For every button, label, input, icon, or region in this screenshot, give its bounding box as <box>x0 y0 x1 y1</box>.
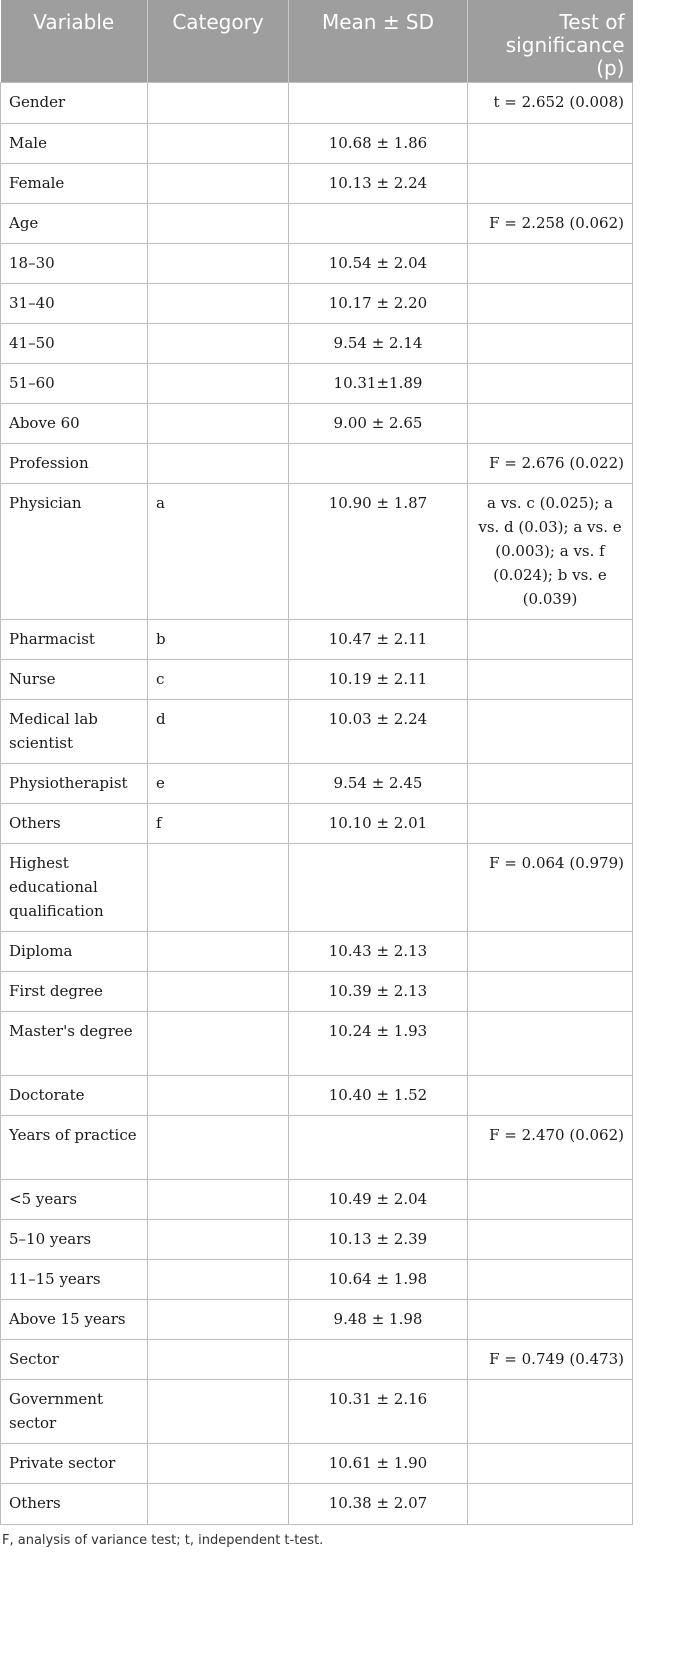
cell-variable: Age <box>1 203 148 243</box>
cell-test-of-significance <box>468 1011 633 1075</box>
cell-test-of-significance <box>468 1483 633 1524</box>
cell-mean-sd: 9.54 ± 2.14 <box>289 323 468 363</box>
table-row <box>1 163 633 203</box>
table-row <box>1 1299 633 1339</box>
cell-variable: Profession <box>1 443 148 483</box>
cell-variable: Above 60 <box>1 403 148 443</box>
cell-category <box>148 363 289 403</box>
cell-mean-sd <box>289 443 468 483</box>
cell-test-of-significance: F = 0.749 (0.473) <box>468 1339 633 1379</box>
cell-category <box>148 971 289 1011</box>
cell-mean-sd: 10.31 ± 2.16 <box>289 1379 468 1443</box>
cell-variable: Male <box>1 123 148 163</box>
cell-category <box>148 403 289 443</box>
table-footnote: F, analysis of variance test; t, independent t-test. <box>2 1532 324 1548</box>
cell-test-of-significance <box>468 243 633 283</box>
cell-test-of-significance <box>468 1075 633 1115</box>
cell-variable: Years of practice <box>1 1115 148 1179</box>
cell-variable: <5 years <box>1 1179 148 1219</box>
cell-test-of-significance: F = 0.064 (0.979) <box>468 843 633 931</box>
cell-mean-sd: 10.24 ± 1.93 <box>289 1011 468 1075</box>
cell-mean-sd: 10.13 ± 2.24 <box>289 163 468 203</box>
cell-test-of-significance <box>468 1219 633 1259</box>
table-row <box>1 931 633 971</box>
cell-test-of-significance: t = 2.652 (0.008) <box>468 82 633 123</box>
cell-test-of-significance: a vs. c (0.025); a vs. d (0.03); a vs. e (0.003); a vs. f (0.024); b vs. e (0.039) <box>468 483 633 619</box>
cell-variable: Gender <box>1 82 148 123</box>
cell-test-of-significance: F = 2.676 (0.022) <box>468 443 633 483</box>
table-row <box>1 699 633 763</box>
table-row <box>1 1075 633 1115</box>
cell-test-of-significance: F = 2.470 (0.062) <box>468 1115 633 1179</box>
cell-mean-sd: 10.10 ± 2.01 <box>289 803 468 843</box>
cell-mean-sd <box>289 203 468 243</box>
cell-mean-sd: 9.00 ± 2.65 <box>289 403 468 443</box>
table-row <box>1 82 633 123</box>
cell-variable: 18–30 <box>1 243 148 283</box>
cell-category: f <box>148 803 289 843</box>
cell-test-of-significance <box>468 971 633 1011</box>
cell-variable: Government sector <box>1 1379 148 1443</box>
table-row <box>1 243 633 283</box>
cell-variable: Pharmacist <box>1 619 148 659</box>
cell-test-of-significance <box>468 1443 633 1483</box>
cell-mean-sd: 10.38 ± 2.07 <box>289 1483 468 1524</box>
cell-test-of-significance <box>468 123 633 163</box>
cell-mean-sd: 10.43 ± 2.13 <box>289 931 468 971</box>
cell-category <box>148 1219 289 1259</box>
table-row <box>1 443 633 483</box>
table-row <box>1 1379 633 1443</box>
cell-variable: Nurse <box>1 659 148 699</box>
header-test-of-significance: Test of significance (p) <box>468 0 633 82</box>
cell-mean-sd: 10.17 ± 2.20 <box>289 283 468 323</box>
cell-mean-sd: 10.19 ± 2.11 <box>289 659 468 699</box>
cell-mean-sd: 9.54 ± 2.45 <box>289 763 468 803</box>
table-row <box>1 363 633 403</box>
cell-category <box>148 1011 289 1075</box>
cell-mean-sd: 10.90 ± 1.87 <box>289 483 468 619</box>
cell-mean-sd: 9.48 ± 1.98 <box>289 1299 468 1339</box>
cell-mean-sd <box>289 1339 468 1379</box>
cell-variable: Above 15 years <box>1 1299 148 1339</box>
cell-mean-sd: 10.03 ± 2.24 <box>289 699 468 763</box>
table-row <box>1 1443 633 1483</box>
cell-category <box>148 323 289 363</box>
cell-variable: Sector <box>1 1339 148 1379</box>
table-row <box>1 283 633 323</box>
table-row <box>1 971 633 1011</box>
cell-test-of-significance <box>468 619 633 659</box>
cell-category <box>148 243 289 283</box>
cell-category <box>148 1339 289 1379</box>
cell-variable: Private sector <box>1 1443 148 1483</box>
cell-variable: 11–15 years <box>1 1259 148 1299</box>
cell-test-of-significance <box>468 1259 633 1299</box>
table-row <box>1 1011 633 1075</box>
cell-mean-sd: 10.68 ± 1.86 <box>289 123 468 163</box>
cell-variable: Master's degree <box>1 1011 148 1075</box>
cell-category <box>148 123 289 163</box>
table-header <box>1 0 633 82</box>
cell-category <box>148 1483 289 1524</box>
cell-test-of-significance <box>468 1179 633 1219</box>
cell-category: b <box>148 619 289 659</box>
cell-mean-sd: 10.49 ± 2.04 <box>289 1179 468 1219</box>
cell-category: c <box>148 659 289 699</box>
cell-category <box>148 1179 289 1219</box>
cell-category <box>148 203 289 243</box>
cell-category <box>148 443 289 483</box>
table-row <box>1 123 633 163</box>
cell-test-of-significance <box>468 323 633 363</box>
cell-test-of-significance <box>468 363 633 403</box>
cell-variable: Highest educational qualification <box>1 843 148 931</box>
cell-test-of-significance <box>468 1379 633 1443</box>
cell-category <box>148 1259 289 1299</box>
table-row <box>1 763 633 803</box>
header-mean-sd: Mean ± SD <box>289 0 468 82</box>
cell-category <box>148 931 289 971</box>
header-variable: Variable <box>1 0 148 82</box>
cell-variable: Female <box>1 163 148 203</box>
cell-mean-sd <box>289 1115 468 1179</box>
cell-variable: Doctorate <box>1 1075 148 1115</box>
cell-category: e <box>148 763 289 803</box>
table-row <box>1 1115 633 1179</box>
cell-variable: First degree <box>1 971 148 1011</box>
table-row <box>1 659 633 699</box>
cell-variable: 51–60 <box>1 363 148 403</box>
cell-mean-sd: 10.64 ± 1.98 <box>289 1259 468 1299</box>
cell-variable: Physiotherapist <box>1 763 148 803</box>
cell-category <box>148 1443 289 1483</box>
cell-variable: Medical lab scientist <box>1 699 148 763</box>
header-category: Category <box>148 0 289 82</box>
cell-variable: Physician <box>1 483 148 619</box>
cell-category: a <box>148 483 289 619</box>
cell-test-of-significance <box>468 1299 633 1339</box>
table-row <box>1 1339 633 1379</box>
cell-variable: 41–50 <box>1 323 148 363</box>
cell-test-of-significance <box>468 283 633 323</box>
cell-test-of-significance <box>468 163 633 203</box>
cell-category <box>148 1379 289 1443</box>
table-row <box>1 803 633 843</box>
cell-variable: Others <box>1 1483 148 1524</box>
cell-variable: Diploma <box>1 931 148 971</box>
table-row <box>1 483 633 619</box>
table-row <box>1 1259 633 1299</box>
cell-mean-sd: 10.40 ± 1.52 <box>289 1075 468 1115</box>
table-row <box>1 203 633 243</box>
cell-category <box>148 1299 289 1339</box>
cell-variable: 5–10 years <box>1 1219 148 1259</box>
cell-category <box>148 163 289 203</box>
table-row <box>1 843 633 931</box>
cell-mean-sd: 10.31±1.89 <box>289 363 468 403</box>
table-row <box>1 1483 633 1524</box>
cell-test-of-significance: F = 2.258 (0.062) <box>468 203 633 243</box>
cell-test-of-significance <box>468 699 633 763</box>
cell-mean-sd: 10.13 ± 2.39 <box>289 1219 468 1259</box>
cell-mean-sd: 10.39 ± 2.13 <box>289 971 468 1011</box>
cell-category <box>148 1075 289 1115</box>
cell-test-of-significance <box>468 763 633 803</box>
cell-category <box>148 82 289 123</box>
table-row <box>1 1179 633 1219</box>
table-row <box>1 323 633 363</box>
cell-test-of-significance <box>468 931 633 971</box>
table-row <box>1 1219 633 1259</box>
cell-variable: 31–40 <box>1 283 148 323</box>
header-row <box>1 0 633 82</box>
cell-test-of-significance <box>468 803 633 843</box>
cell-category <box>148 283 289 323</box>
cell-mean-sd <box>289 843 468 931</box>
cell-category <box>148 1115 289 1179</box>
cell-test-of-significance <box>468 659 633 699</box>
cell-mean-sd <box>289 82 468 123</box>
table-row <box>1 403 633 443</box>
cell-test-of-significance <box>468 403 633 443</box>
cell-mean-sd: 10.54 ± 2.04 <box>289 243 468 283</box>
table-body <box>1 82 633 1524</box>
cell-mean-sd: 10.61 ± 1.90 <box>289 1443 468 1483</box>
cell-category: d <box>148 699 289 763</box>
cell-variable: Others <box>1 803 148 843</box>
cell-mean-sd: 10.47 ± 2.11 <box>289 619 468 659</box>
cell-category <box>148 843 289 931</box>
table-row <box>1 619 633 659</box>
